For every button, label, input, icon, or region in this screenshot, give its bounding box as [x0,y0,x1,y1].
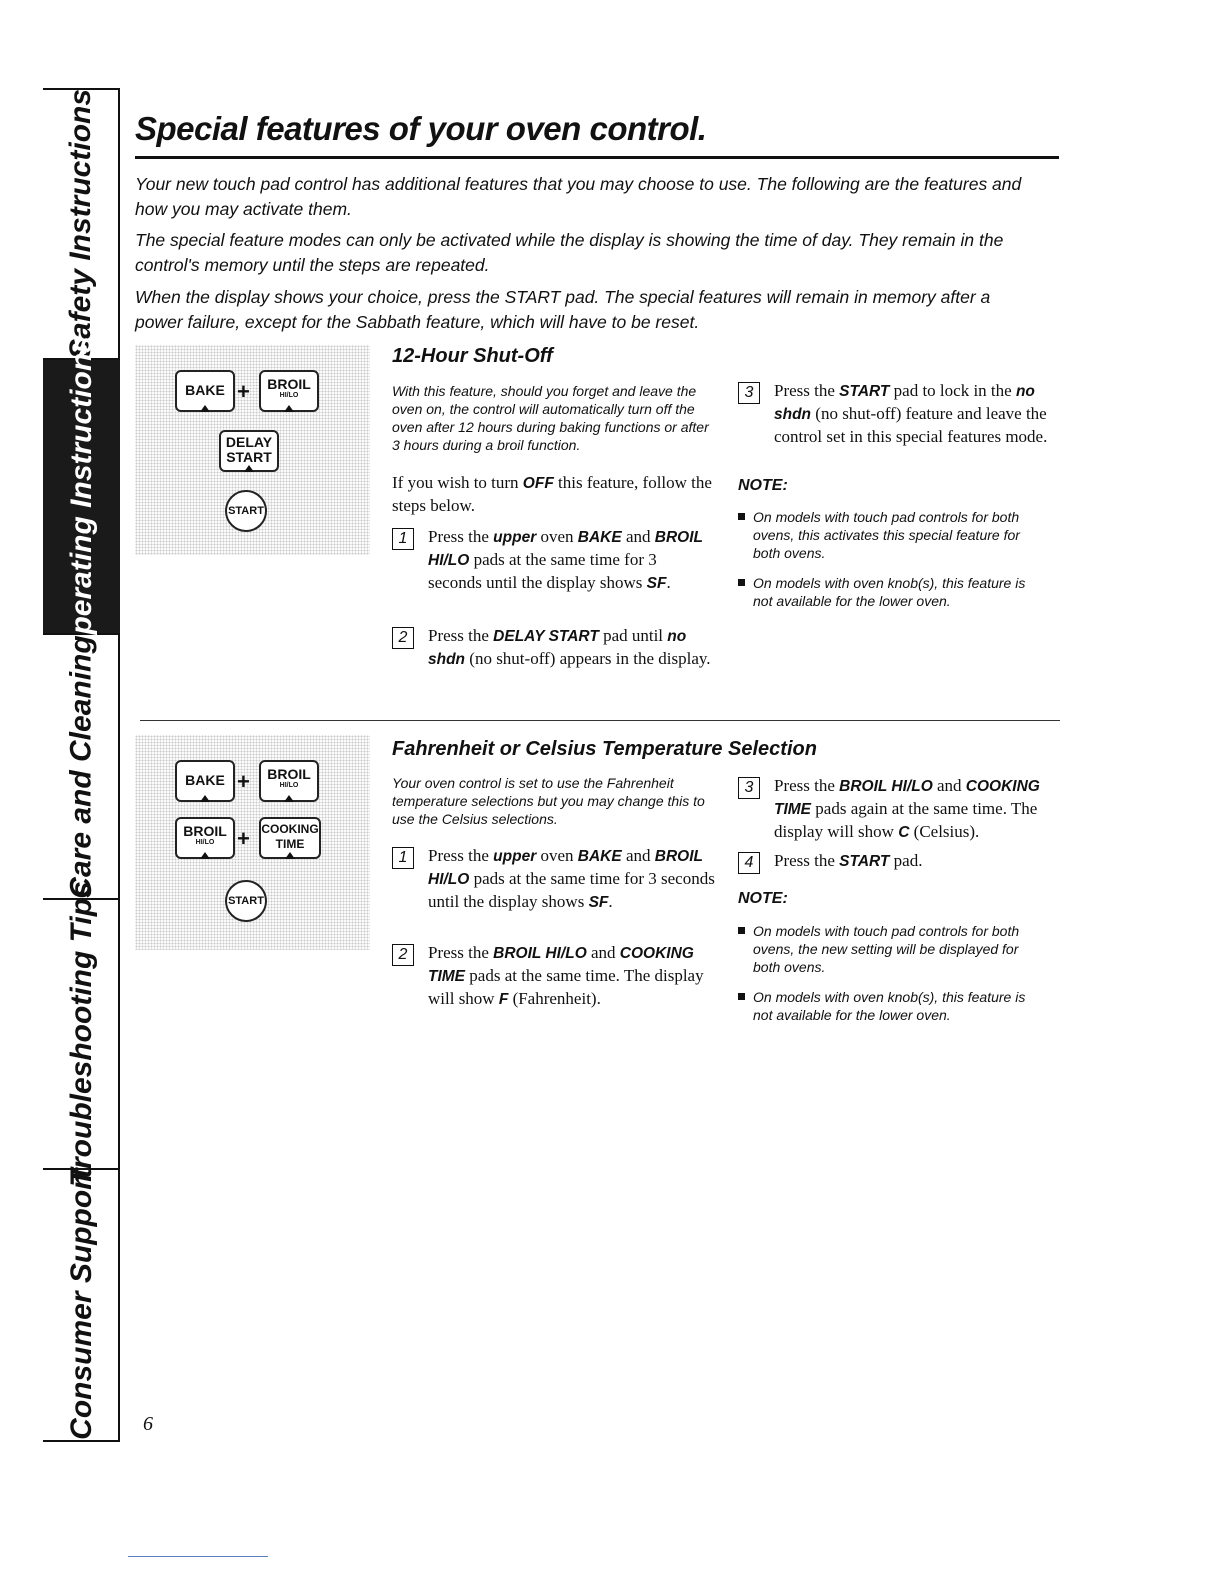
pad-label: COOKING [261,822,319,836]
pad-sublabel: HI/LO [279,782,299,789]
plus-icon: + [237,769,250,794]
broil-hilo-pad [259,370,319,412]
plus-icon: + [237,826,250,851]
pad-label: BROIL [267,766,311,782]
tab-label: Care and Cleaning [64,634,98,899]
section-divider [140,720,1060,721]
step-text: Press the START pad to lock in the no shdn (no shut-off) feature and leave the control set in this special features mode. [774,381,1048,446]
tab-label: Safety Instructions [64,88,98,360]
start-button-icon: START [225,880,267,922]
temperature-step-1 [392,845,717,914]
shutoff-step-1 [392,526,712,595]
step-text: Press the upper oven BAKE and BROIL HI/LO pads at the same time for 3 seconds until the display shows SF. [428,846,715,911]
control-pad-illustration-shutoff [135,345,370,555]
bullet-icon [738,993,745,1000]
intro-paragraph-1: Your new touch pad control has additional features that you may choose to use. The following are the features and how you may activate them. [135,174,1022,219]
step-number: 4 [738,852,760,874]
pad-label: BROIL [183,823,227,839]
temperature-step-3 [738,775,1058,844]
pad-indicator-icon [244,465,254,472]
step-number: 3 [738,382,760,404]
note-item: On models with oven knob(s), this feature is not available for the lower oven. [738,988,1038,1024]
pad-indicator-icon [284,405,294,412]
shutoff-lead: With this feature, should you forget and leave the oven on, the control will automatically turn off the oven after 12 hours during baking functions or after 3 hours during a broil function. [392,383,709,453]
pad-indicator-icon [200,795,210,802]
pad-indicator-icon [200,405,210,412]
section-tabs [43,88,120,1442]
bullet-icon [738,927,745,934]
shutoff-step-3 [738,380,1048,448]
tab-label: Troubleshooting Tips [64,881,98,1187]
bottom-rule [128,1556,268,1557]
pad-sublabel: HI/LO [195,839,215,846]
pad-indicator-icon [285,852,295,859]
plus-icon: + [237,379,250,404]
bullet-icon [738,513,745,520]
intro-paragraph-2: The special feature modes can only be activated while the display is showing the time of day. They remain in the control's memory until the steps are repeated. [135,230,1004,275]
tab-safety-instructions[interactable] [43,90,120,360]
control-pad-illustration-temperature [135,735,370,950]
pad-label: BROIL [267,376,311,392]
pad-indicator-icon [284,795,294,802]
temperature-step-4 [738,850,1058,874]
cooking-time-pad [259,817,321,859]
shutoff-step-2 [392,625,712,671]
shutoff-intro-line [392,472,717,517]
note-label-temperature: NOTE: [738,890,788,907]
tab-label: Consumer Support [64,1168,98,1440]
pad-indicator-icon [200,852,210,859]
step-number: 2 [392,627,414,649]
step-number: 3 [738,777,760,799]
bake-pad [175,370,235,412]
tab-label: Operating Instructions [64,335,98,658]
pad-sublabel: HI/LO [279,392,299,399]
page-title: Special features of your oven control. [135,110,707,147]
step-text: Press the DELAY START pad until no shdn (no shut-off) appears in the display. [428,626,711,668]
step-number: 1 [392,528,414,550]
text: If you wish to turn [392,473,523,492]
tab-consumer-support[interactable] [43,1170,120,1438]
step-number: 1 [392,847,414,869]
note-label-shutoff: NOTE: [738,477,788,494]
step-text: Press the START pad. [774,851,923,870]
broil-hilo-pad [175,817,235,859]
text: this feature, follow the steps below. [392,473,712,515]
off-keyword: OFF [522,475,554,492]
note-item: On models with touch pad controls for both ovens, the new setting will be displayed for both ovens. [738,922,1038,976]
pad-label: DELAY [225,434,273,450]
section-heading-shutoff: 12-Hour Shut-Off [392,345,553,367]
step-text: Press the BROIL HI/LO and COOKING TIME pads at the same time. The display will show F (Fahrenheit). [428,943,704,1008]
temperature-step-2 [392,942,717,1011]
intro-paragraph-3: When the display shows your choice, press the START pad. The special features will remain in memory after a power failure, except for the Sabbath feature, which will have to be reset. [135,287,991,332]
tab-care-and-cleaning[interactable] [43,635,120,900]
pad-label: TIME [275,837,305,851]
bake-pad [175,760,235,802]
section-heading-temperature: Fahrenheit or Celsius Temperature Selection [392,738,817,760]
note-item: On models with touch pad controls for both ovens, this activates this special feature for both ovens. [738,508,1038,562]
title-rule [135,156,1059,159]
step-number: 2 [392,944,414,966]
tab-operating-instructions[interactable] [43,335,120,658]
delay-start-pad [219,430,279,472]
broil-hilo-pad [259,760,319,802]
step-text: Press the BROIL HI/LO and COOKING TIME pads again at the same time. The display will show C (Celsius). [774,776,1040,841]
pad-label: BAKE [185,382,225,398]
start-button-icon: START [225,490,267,532]
bullet-icon [738,579,745,586]
pad-label: START [226,449,272,465]
temperature-lead: Your oven control is set to use the Fahrenheit temperature selections but you may change this to use the Celsius selections. [392,775,705,827]
tab-troubleshooting-tips[interactable] [43,881,120,1187]
step-text: Press the upper oven BAKE and BROIL HI/LO pads at the same time for 3 seconds until the display shows SF. [428,527,703,592]
pad-label: BAKE [185,772,225,788]
note-item: On models with oven knob(s), this feature is not available for the lower oven. [738,574,1038,610]
page-number: 6 [143,1413,153,1435]
